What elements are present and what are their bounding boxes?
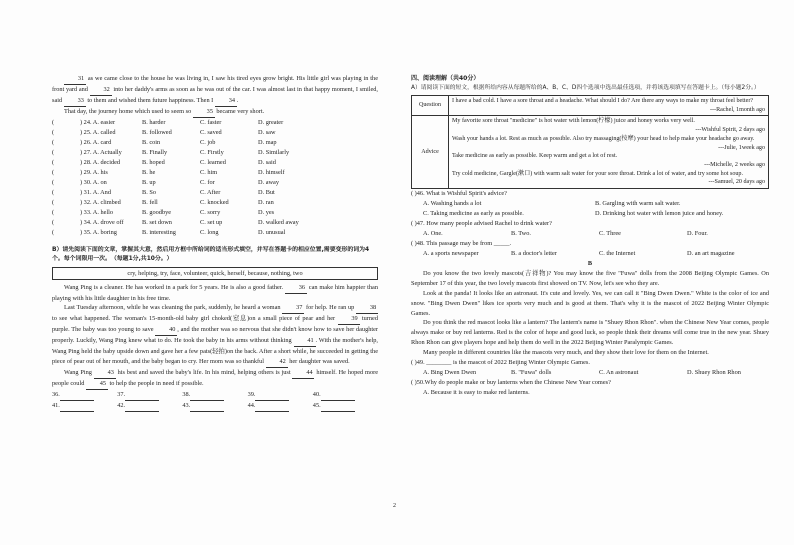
advice-label: Advice bbox=[412, 116, 449, 189]
option-b[interactable]: B. hoped bbox=[142, 158, 165, 166]
option-c[interactable]: C. After bbox=[200, 188, 221, 196]
option-b[interactable]: B. he bbox=[142, 168, 156, 176]
option-row bbox=[52, 228, 378, 238]
mascot-paragraph-4: Many people in different countries like the mascots very much, and they show their love for them on the Internet. bbox=[423, 349, 709, 357]
option-b[interactable]: B. interesting bbox=[142, 228, 176, 236]
q49-options bbox=[411, 368, 769, 378]
option-c[interactable]: C. sorry bbox=[200, 208, 221, 216]
option-b[interactable]: B. fell bbox=[142, 198, 158, 206]
option-row bbox=[52, 128, 378, 138]
q46-option-c[interactable]: C. Taking medicine as early as possible. bbox=[423, 210, 524, 218]
option-a[interactable]: ) 24. A. easier bbox=[80, 118, 116, 126]
blank-35[interactable]: 35 bbox=[193, 107, 215, 118]
reading-heading: 四、阅读理解（共40分） bbox=[411, 75, 480, 82]
option-a[interactable]: ) 27. A. Actually bbox=[80, 148, 122, 156]
blank-42[interactable]: 42 bbox=[266, 357, 288, 368]
question-row bbox=[412, 96, 769, 116]
question-48: ( )48. This passage may be from _____. bbox=[411, 240, 512, 248]
answer-blank[interactable] bbox=[182, 401, 247, 412]
answer-space[interactable] bbox=[66, 228, 80, 238]
paren: ( bbox=[52, 208, 55, 216]
option-d[interactable]: D. ran bbox=[258, 198, 274, 206]
answer-blank-number: 42. bbox=[117, 401, 126, 409]
option-b[interactable]: B. followed bbox=[142, 128, 172, 136]
answer-blank[interactable] bbox=[117, 401, 182, 412]
option-d[interactable]: D. saw bbox=[258, 128, 276, 136]
option-row bbox=[52, 218, 378, 228]
q47-option-a[interactable]: A. One. bbox=[423, 230, 443, 238]
answer-line[interactable] bbox=[190, 401, 224, 412]
cloze-last-line: That day, the journey home which used to seem so 35 became very short. bbox=[52, 107, 378, 118]
cloze-options bbox=[52, 118, 378, 238]
option-b[interactable]: B. goodbye bbox=[142, 208, 172, 216]
answer-blanks-row-1 bbox=[52, 390, 378, 401]
option-a[interactable]: ) 28. A. decided bbox=[80, 158, 121, 166]
q49-option-b[interactable]: B. "Fuwa" dolls bbox=[511, 369, 552, 377]
answer-blank-number: 36. bbox=[52, 390, 60, 398]
q49-option-a[interactable]: A. Bing Dwen Dwen bbox=[423, 369, 477, 377]
q46-option-b[interactable]: B. Gargling with warm salt water. bbox=[595, 200, 681, 208]
answer-blank-number: 40. bbox=[312, 390, 321, 398]
option-d[interactable]: D. walked away bbox=[258, 218, 299, 226]
option-c[interactable]: C. faster bbox=[200, 118, 222, 126]
option-c[interactable]: C. knocked bbox=[200, 198, 229, 206]
option-d[interactable]: D. greater bbox=[258, 118, 284, 126]
option-a[interactable]: ) 26. A. card bbox=[80, 138, 112, 146]
option-a[interactable]: ) 25. A. called bbox=[80, 128, 116, 136]
q49-option-d[interactable]: D. Shuey Rhon Rhon bbox=[687, 369, 741, 377]
paren: ( bbox=[52, 138, 55, 146]
left-column bbox=[52, 74, 378, 412]
mascot-paragraph-2: Look at the panda! It looks like an astronaut. It's cute and lovely. Yes, we can call it "Bing Dwen Dwen." White is the color of ice and snow. "Bing Dwen Dwen" likes ice sports very much and is good at them. That's why it is the mascot of 2022 Beijing Winter Olympic Games. bbox=[411, 289, 769, 317]
question-49: ( )49. ________ is the mascot of 2022 Beijing Winter Olympic Games. bbox=[411, 359, 590, 367]
blank-40[interactable]: 40 bbox=[155, 325, 177, 336]
paren: ( bbox=[52, 118, 55, 126]
option-c[interactable]: C. job bbox=[200, 138, 216, 146]
question-label: Question bbox=[412, 96, 449, 116]
reading-instructions: A）请阅读下面的短文，根据所给内容从每题所给的A、B、C、D四个选项中选出最佳选项，并将该选项填写在答题卡上。（每小题2分。） bbox=[411, 85, 760, 91]
paren: ( bbox=[52, 158, 55, 166]
answer-blank[interactable] bbox=[248, 390, 313, 401]
answer-line[interactable] bbox=[60, 401, 94, 412]
paren: ( bbox=[52, 188, 55, 196]
q46-options-2 bbox=[411, 209, 769, 219]
answer-blank-number: 44. bbox=[247, 401, 256, 409]
option-a[interactable]: ) 29. A. his bbox=[80, 168, 108, 176]
blank-37[interactable]: 37 bbox=[282, 303, 304, 314]
blank-41[interactable]: 41 bbox=[294, 336, 316, 347]
paren: ( bbox=[52, 228, 55, 236]
blank-31[interactable]: 31 bbox=[64, 74, 86, 85]
answer-line[interactable] bbox=[255, 401, 289, 412]
option-a[interactable]: ) 31. A. And bbox=[80, 188, 111, 196]
option-b[interactable]: B. Finally bbox=[142, 148, 168, 156]
option-d[interactable]: D. map bbox=[258, 138, 277, 146]
answer-space[interactable] bbox=[66, 158, 80, 168]
option-b[interactable]: B. harder bbox=[142, 118, 166, 126]
option-row bbox=[52, 148, 378, 158]
answer-line[interactable] bbox=[60, 390, 94, 401]
answer-blank[interactable] bbox=[182, 390, 247, 401]
blank-34[interactable]: 34 bbox=[215, 96, 237, 107]
option-c[interactable]: C. learned bbox=[200, 158, 226, 166]
q48-options bbox=[411, 249, 769, 259]
answer-space[interactable] bbox=[66, 148, 80, 158]
blank-45[interactable]: 45 bbox=[86, 379, 108, 390]
question-47: ( )47. How many people advised Rachel to drink water? bbox=[411, 220, 552, 228]
option-d[interactable]: D. himself bbox=[258, 168, 285, 176]
word-box: cry, helping, try, face, volunteer, quick, herself, because, nothing, two bbox=[52, 267, 378, 280]
blank-38[interactable]: 38 bbox=[356, 303, 378, 314]
paren: ( bbox=[52, 168, 55, 176]
option-c[interactable]: C. Firstly bbox=[200, 148, 224, 156]
option-a[interactable]: ) 32. A. climbed bbox=[80, 198, 121, 206]
answer-blank-number: 45. bbox=[312, 401, 321, 409]
q46-option-a[interactable]: A. Washing hands a lot bbox=[423, 200, 482, 208]
q47-option-c[interactable]: C. Three bbox=[599, 230, 621, 238]
answer-blank[interactable] bbox=[313, 401, 378, 412]
option-c[interactable]: C. him bbox=[200, 168, 218, 176]
answer-space[interactable] bbox=[66, 178, 80, 188]
question-50: ( )50.Why do people make or buy lanterns when the Chinese New Year comes? bbox=[411, 379, 611, 387]
option-a[interactable]: ) 33. A. hello bbox=[80, 208, 114, 216]
mascot-paragraph-1: Do you know the two lovely mascots(吉祥物)? You may know the five "Fuwa" dolls from the 2008 Beijing Olympic Games. On September 17 of this year, the two lovely mascots first showed on TV. Now, let's see who they are. bbox=[411, 269, 769, 287]
answer-blank[interactable] bbox=[248, 401, 313, 412]
option-c[interactable]: C. long bbox=[200, 228, 219, 236]
blank-32[interactable]: 32 bbox=[90, 85, 112, 96]
answer-space[interactable] bbox=[66, 218, 80, 228]
answer-blank[interactable] bbox=[117, 390, 182, 401]
right-column bbox=[411, 74, 769, 398]
q48-option-b[interactable]: B. a doctor's letter bbox=[511, 250, 557, 258]
mascot-paragraph-3: Do you think the red mascot looks like a lantern? The lantern's name is "Shuey Rhon Rhon". when the Chinese New Year comes, people always make or buy red lanterns. Red is the color of hope and good luck, so people think their dreams will come true in the new year. Shuey Rhon Rhon can give players hope and help them do well in the 2022 Beijing Winter Paralympic Games. bbox=[411, 319, 769, 347]
answer-space[interactable] bbox=[66, 128, 80, 138]
answer-blank-number: 38. bbox=[182, 390, 191, 398]
option-row bbox=[52, 138, 378, 148]
answer-space[interactable] bbox=[66, 188, 80, 198]
option-c[interactable]: C. set up bbox=[200, 218, 223, 226]
option-c[interactable]: C. for bbox=[200, 178, 215, 186]
question-46: ( )46. What is Wishful Spirit's advice? bbox=[411, 190, 507, 198]
option-row bbox=[52, 178, 378, 188]
option-d[interactable]: D. away bbox=[258, 178, 279, 186]
option-row bbox=[52, 158, 378, 168]
answer-blank-number: 41. bbox=[52, 401, 60, 409]
option-d[interactable]: D. Similarly bbox=[258, 148, 290, 156]
section-b-label: B bbox=[587, 260, 593, 268]
answer-space[interactable] bbox=[66, 118, 80, 128]
passage-wang-ping-3: Wang Ping 43 his best and saved the baby's life. In his mind, helping others is just 44 himself. He hoped more people could 45 to help the people in need if possible. bbox=[52, 368, 378, 390]
paren: ( bbox=[52, 148, 55, 156]
option-a[interactable]: ) 34. A. drove off bbox=[80, 218, 124, 226]
blank-44[interactable]: 44 bbox=[292, 368, 314, 379]
q47-option-d[interactable]: D. Four. bbox=[687, 230, 708, 238]
option-d[interactable]: D. unusual bbox=[258, 228, 286, 236]
option-row bbox=[52, 118, 378, 128]
option-d[interactable]: D. yes bbox=[258, 208, 275, 216]
q50-options bbox=[411, 388, 769, 398]
paren: ( bbox=[52, 198, 55, 206]
option-row bbox=[52, 198, 378, 208]
answer-blank[interactable] bbox=[52, 401, 117, 412]
answer-blank[interactable] bbox=[52, 390, 117, 401]
blank-43[interactable]: 43 bbox=[94, 368, 116, 379]
answer-space[interactable] bbox=[66, 168, 80, 178]
answer-line[interactable] bbox=[321, 401, 355, 412]
answer-blank-number: 39. bbox=[247, 390, 256, 398]
option-a[interactable]: ) 30. A. on bbox=[80, 178, 107, 186]
answer-line[interactable] bbox=[321, 390, 355, 401]
q46-option-d[interactable]: D. Drinking hot water with lemon juice and honey. bbox=[595, 210, 724, 218]
q50-option-a[interactable]: A. Because it is easy to make red lanterns. bbox=[423, 389, 530, 397]
page-number: 2 bbox=[393, 503, 396, 509]
q48-option-c[interactable]: C. the Internet bbox=[599, 250, 636, 258]
answer-space[interactable] bbox=[66, 208, 80, 218]
blank-33[interactable]: 33 bbox=[64, 96, 86, 107]
option-b[interactable]: B. up bbox=[142, 178, 156, 186]
answer-blanks-row-2 bbox=[52, 401, 378, 412]
q47-option-b[interactable]: B. Two. bbox=[511, 230, 531, 238]
passage-wang-ping: Wang Ping is a cleaner. He has worked in a park for 5 years. He is also a good father. 36 can make him happier than playing with his little daughter in his free time. bbox=[52, 283, 378, 302]
answer-blank-number: 43. bbox=[182, 401, 191, 409]
advice-cell: My favorite sore throat "medicine" is hot water with lemon(柠檬) juice and honey works very well. ---Wishful Spirit, 2 days ago Wash your hands a lot. Rest as much as possible. Also try massaging(按摩) your head to help make your headache go away. ---Julie, 1week ago Take medicine as early as possible. Keep warm and get a lot of rest. ---Michelle, 2 weeks ago Try cold medicine, Gargle(漱口) with warm salt water for your sore throat. Drink a lot of water, and try some hot soup. ---Samuel, 20 days ago bbox=[449, 116, 769, 189]
paren: ( bbox=[52, 218, 55, 226]
section-b-instructions: B）请先阅读下面的文章，掌握其大意，然后用方框中所给词的适当形式填空，并写在答题卡的相应位置,需要变形的词为4个。每个词限用一次。（每题1分,共10分。） bbox=[52, 246, 370, 262]
option-row bbox=[52, 208, 378, 218]
blank-36[interactable]: 36 bbox=[285, 283, 307, 294]
cloze-paragraph-end: 31 as we came close to the house he was living in, I saw his tired eyes grow bright. His little girl was playing in the front yard and 32 into her daddy's arms as soon as he was out of the car. I was almost last in that happy moment, I smiled, said 33 to them and wished them future happiness. Then I 34 . bbox=[52, 74, 378, 107]
answer-line[interactable] bbox=[255, 390, 289, 401]
passage-wang-ping-2: Last Tuesday afternoon, while he was cleaning the park, suddenly, he heard a woman 37 for help. He ran up 38 to see what happened. The woman's 15-month-old baby girl choked(窒息)on a small piece of pear and her 39 turned purple. The baby was too young to save 40 , and the mother was so nervous that she didn't know how to save her daughter properly. Luckily, Wang Ping knew what to do. He took the baby in his arms without thinking 41 . With the mother's help, Wang Ping held the baby upside down and gave her a few pats(轻拍)on the back. After a short while, he succeeded in getting the piece of pear out of her mouth, and the baby began to cry. Her mom was so thankful 42 her daughter was saved. bbox=[52, 303, 378, 367]
q48-option-a[interactable]: A. a sports newspaper bbox=[423, 250, 479, 258]
option-b[interactable]: B. coin bbox=[142, 138, 161, 146]
option-row bbox=[52, 168, 378, 178]
advice-row bbox=[412, 116, 769, 189]
q47-options bbox=[411, 229, 769, 239]
paren: ( bbox=[52, 178, 55, 186]
paren: ( bbox=[52, 128, 55, 136]
answer-line[interactable] bbox=[125, 390, 159, 401]
q48-option-d[interactable]: D. an art magazine bbox=[687, 250, 735, 258]
option-c[interactable]: C. saved bbox=[200, 128, 222, 136]
q49-option-c[interactable]: C. An astronaut bbox=[599, 369, 639, 377]
advice-table bbox=[411, 95, 769, 189]
option-a[interactable]: ) 35. A. boring bbox=[80, 228, 117, 236]
option-b[interactable]: B. So bbox=[142, 188, 156, 196]
question-cell: I have a bad cold. I have a sore throat and a headache. What should I do? Are there any ways to make my throat feel better? ---Rachel, 1month ago bbox=[449, 96, 769, 116]
blank-39[interactable]: 39 bbox=[338, 314, 360, 325]
answer-space[interactable] bbox=[66, 198, 80, 208]
option-b[interactable]: B. set down bbox=[142, 218, 172, 226]
q46-options-1 bbox=[411, 199, 769, 209]
answer-line[interactable] bbox=[125, 401, 159, 412]
answer-blank[interactable] bbox=[313, 390, 378, 401]
answer-line[interactable] bbox=[190, 390, 224, 401]
option-d[interactable]: D. said bbox=[258, 158, 276, 166]
option-d[interactable]: D. But bbox=[258, 188, 275, 196]
answer-space[interactable] bbox=[66, 138, 80, 148]
option-row bbox=[52, 188, 378, 198]
answer-blank-number: 37. bbox=[117, 390, 126, 398]
